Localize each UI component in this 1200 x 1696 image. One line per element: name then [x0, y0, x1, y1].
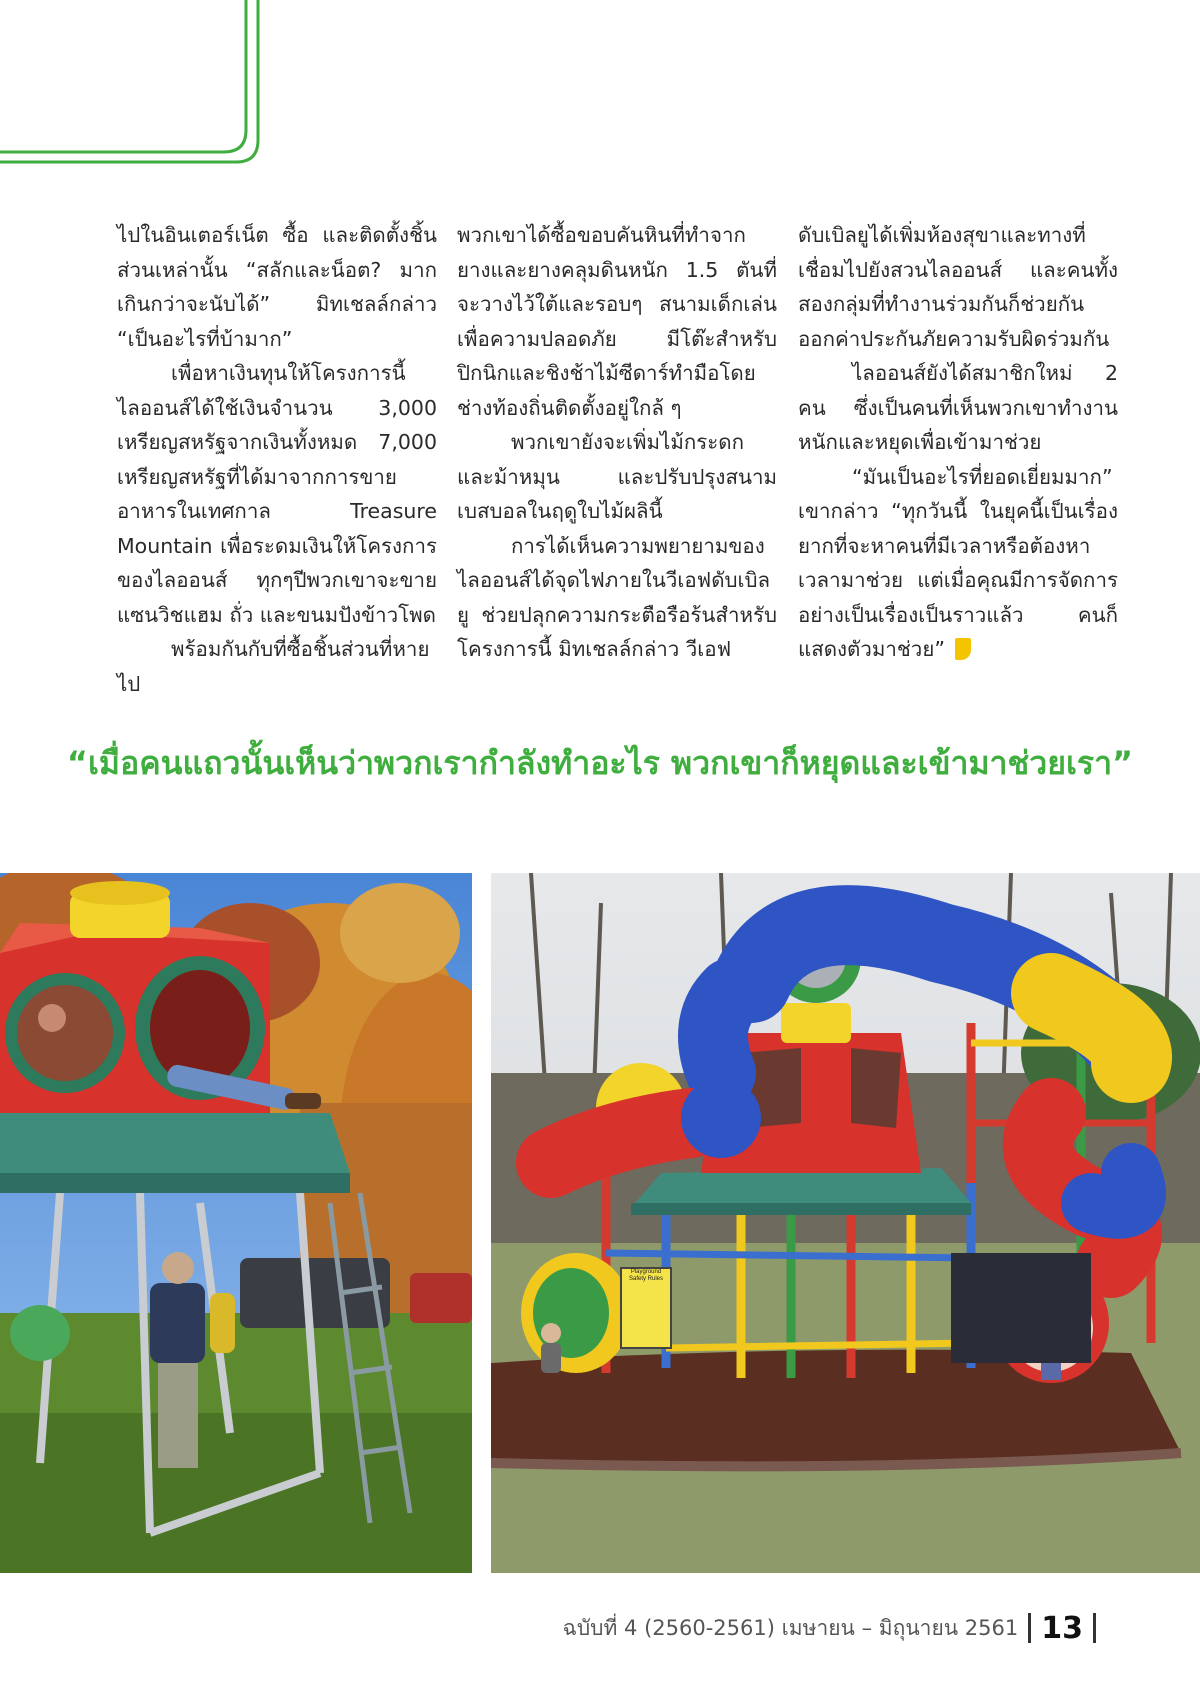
paragraph: เพื่อหาเงินทุนให้โครงการนี้ ไลออนส์ได้ใช้เงินจำนวน 3,000 เหรียญสหรัฐจากเงินทั้งหมด 7,000 เหรียญสหรัฐที่ได้มาจากการขายอาหารในเทศกาล Treasure Mountain เพื่อระดมเงินให้โครงการของไลออนส์ ทุกๆปีพวกเขาจะขายแซนวิชแฮม ถั่ว และขนมปังข้าวโพด — [117, 361, 437, 627]
issue-info: ฉบับที่ 4 (2560-2561) เมษายน – มิถุนายน 2561 — [562, 1615, 1019, 1640]
paragraph: ไลออนส์ยังได้สมาชิกใหม่ 2 คน ซึ่งเป็นคนที่เห็นพวกเขาทำงานหนักและหยุดเพื่อเข้ามาช่วย — [798, 361, 1118, 454]
photo-volunteers-assembling — [0, 873, 472, 1573]
paragraph: ไปในอินเตอร์เน็ต ซื้อ และติดตั้งชิ้นส่วนเหล่านั้น “สลักและน็อต? มากเกินกว่าจะนับได้” มิทเชลล์กล่าว “เป็นอะไรที่บ้ามาก” — [117, 223, 437, 351]
page-number: 13 — [1041, 1610, 1083, 1646]
corner-decoration — [0, 0, 270, 172]
page-footer — [563, 1606, 1096, 1650]
paragraph: พวกเขายังจะเพิ่มไม้กระดกและม้าหมุน และปรับปรุงสนามเบสบอลในฤดูใบไม้ผลินี้ — [457, 430, 777, 523]
end-of-article-mark — [955, 638, 971, 660]
pull-quote: “เมื่อคนแถวนั้นเห็นว่าพวกเรากำลังทำอะไร พวกเขาก็หยุดและเข้ามาช่วยเรา” — [66, 744, 1134, 782]
paragraph: พร้อมกันกับที่ซื้อชิ้นส่วนที่หายไป — [117, 637, 430, 696]
article-column-2 — [457, 218, 777, 667]
paragraph-text: “มันเป็นอะไรที่ยอดเยี่ยมมาก” เขากล่าว “ทุกวันนี้ ในยุคนี้เป็นเรื่องยากที่จะหาคนที่มีเวลาหรือต้องหาเวลามาช่วย แต่เมื่อคุณมีการจัดการอย่างเป็นเรื่องเป็นราวแล้ว คนก็แสดงตัวมาช่วย” — [798, 464, 1118, 661]
paragraph — [798, 460, 1118, 667]
playground-safety-sign-text: Playground Safety Rules — [628, 1269, 664, 1282]
footer-divider — [1028, 1613, 1031, 1643]
article-column-3 — [798, 218, 1118, 667]
paragraph: การได้เห็นความพยายามของไลออนส์ได้จุดไฟภายในวีเอฟดับเบิลยู ช่วยปลุกความกระตือรือร้นสำหรับโครงการนี้ มิทเชลล์กล่าว วีเอฟ — [457, 533, 777, 661]
article-column-1 — [117, 218, 437, 701]
paragraph: ดับเบิลยูได้เพิ่มห้องสุขาและทางที่เชื่อมไปยังสวนไลออนส์ และคนทั้งสองกลุ่มที่ทำงานร่วมกันก็ช่วยกันออกค่าประกันภัยความรับผิดร่วมกัน — [798, 223, 1118, 351]
photo-completed-playground — [491, 873, 1200, 1573]
footer-divider — [1093, 1613, 1096, 1643]
paragraph: พวกเขาได้ซื้อขอบคันหินที่ทำจากยางและยางคลุมดินหนัก 1.5 ตันที่จะวางไว้ใต้และรอบๆ สนามเด็กเล่นเพื่อความปลอดภัย มีโต๊ะสำหรับปิกนิกและชิงช้าไม้ซีดาร์ทำมือโดยช่างท้องถิ่นติดตั้งอยู่ใกล้ ๆ — [457, 223, 777, 420]
